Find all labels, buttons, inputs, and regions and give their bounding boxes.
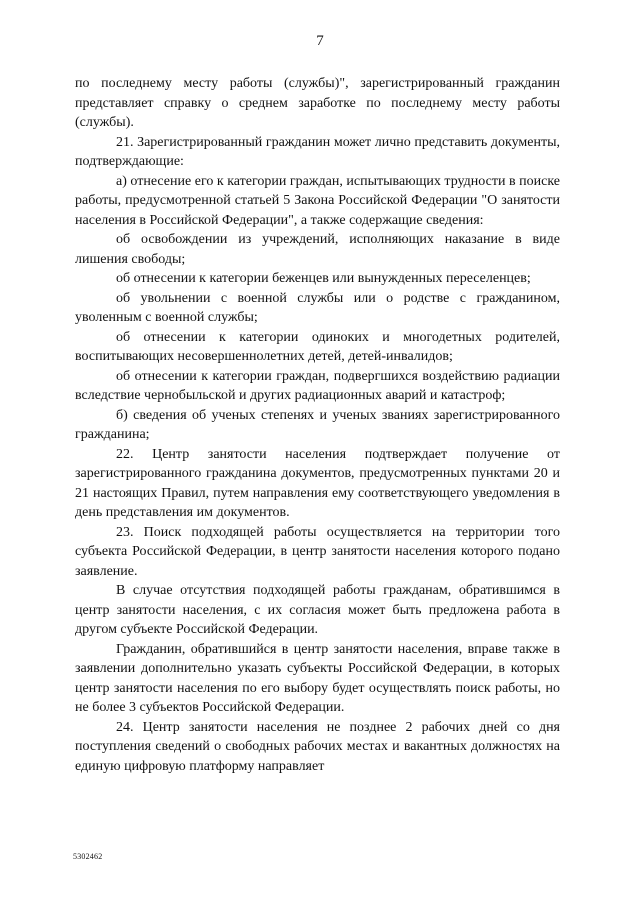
- page-number: 7: [316, 33, 324, 49]
- paragraph-item-21: 21. Зарегистрированный гражданин может лично представить документы, подтверждающие:: [75, 134, 560, 169]
- paragraph-item-22: 22. Центр занятости населения подтверждает получение от зарегистрированного гражданина документов, предусмотренных пунктами 20 и 21 настоящих Правил, путем направления ему соответствующего уведомления в день представления им документов.: [75, 446, 560, 520]
- paragraph-item-24: 24. Центр занятости населения не позднее 2 рабочих дней со дня поступления сведений о свободных рабочих местах и вакантных должностях на единую цифровую платформу направляет: [75, 719, 560, 774]
- paragraph-info-release: об освобождении из учреждений, исполняющих наказание в виде лишения свободы;: [75, 232, 560, 267]
- paragraph-item-23: 23. Поиск подходящей работы осуществляется на территории того субъекта Российской Федерации, в центр занятости населения которого подано заявление.: [75, 524, 560, 579]
- paragraph-additional-regions: Гражданин, обратившийся в центр занятости населения, вправе также в заявлении дополнительно указать субъекты Российской Федерации, в которых центр занятости населения по его выбору будет осуществлять поиск работы, но не более 3 субъектов Российской Федерации.: [75, 641, 560, 715]
- paragraph-info-parents: об отнесении к категории одиноких и многодетных родителей, воспитывающих несовершеннолетних детей, детей-инвалидов;: [75, 329, 560, 364]
- paragraph-info-refugees: об отнесении к категории беженцев или вынужденных переселенцев;: [116, 271, 531, 286]
- paragraph-info-military: об увольнении с военной службы или о родстве с гражданином, уволенным с военной службы;: [75, 290, 560, 325]
- paragraph-subitem-b: б) сведения об ученых степенях и ученых званиях зарегистрированного гражданина;: [75, 407, 560, 442]
- paragraph-info-radiation: об отнесении к категории граждан, подвергшихся воздействию радиации вследствие чернобыльской и других радиационных аварий и катастроф;: [75, 368, 560, 403]
- paragraph-continuation: по последнему месту работы (службы)", зарегистрированный гражданин представляет справку о среднем заработке по последнему месту работы (службы).: [75, 76, 560, 130]
- paragraph-subitem-a: а) отнесение его к категории граждан, испытывающих трудности в поиске работы, предусмотренной статьей 5 Закона Российской Федерации "О занятости населения в Российской Федерации", а также содержащие сведения:: [75, 173, 560, 228]
- paragraph-no-suitable-work: В случае отсутствия подходящей работы гражданам, обратившимся в центр занятости населения, с их согласия может быть предложена работа в другом субъекте Российской Федерации.: [75, 583, 560, 637]
- document-body: [75, 74, 560, 776]
- document-code: 5302462: [73, 852, 103, 861]
